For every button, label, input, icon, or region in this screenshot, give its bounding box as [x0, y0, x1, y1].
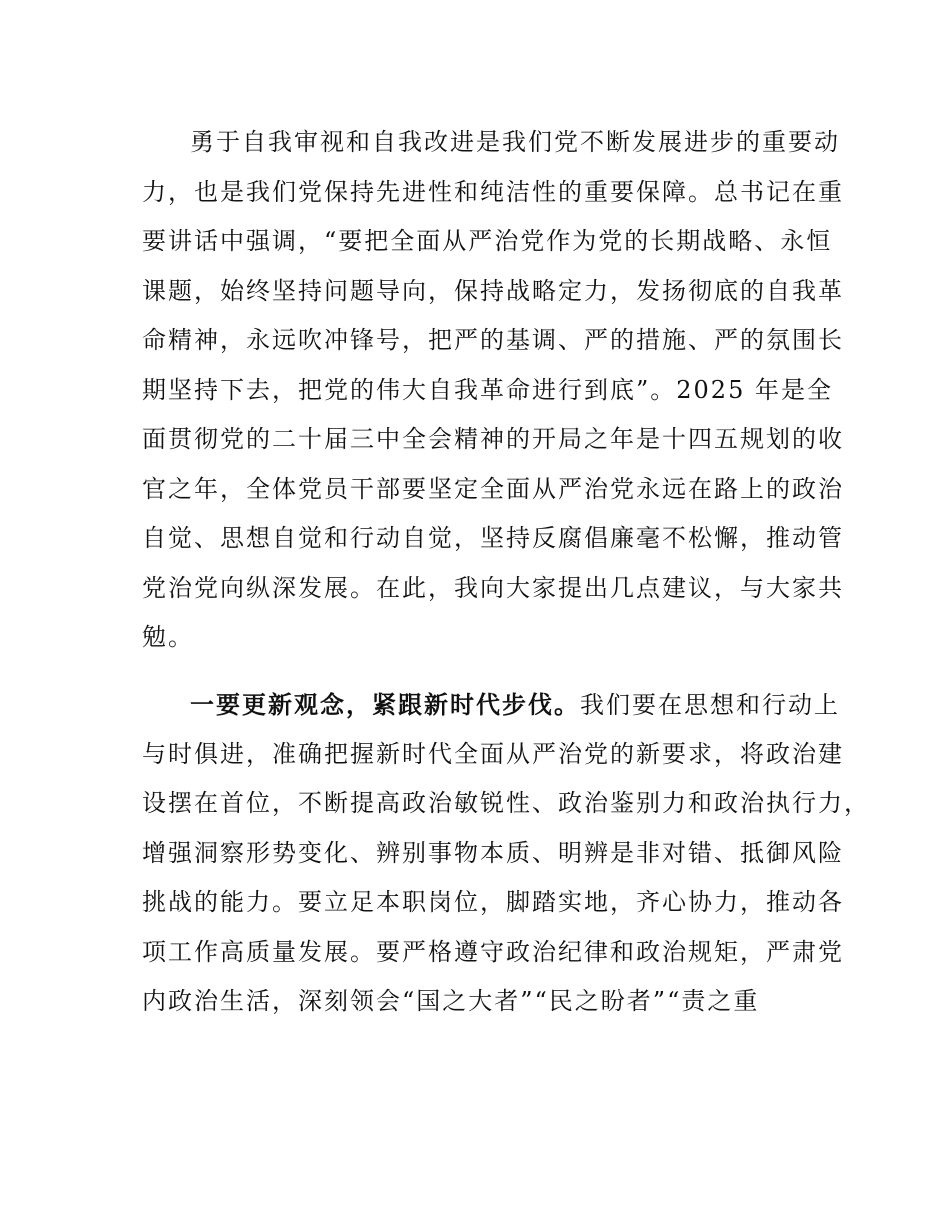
paragraph-heading: 一要更新观念，紧跟新时代步伐。: [190, 690, 580, 719]
text-line: 课题，始终坚持问题导向，保持战略定力，发扬彻底的自我革: [142, 276, 844, 305]
text-line: 增强洞察形势变化、辨别事物本质、明辨是非对错、抵御风险: [142, 838, 844, 867]
paragraph-point-one: [142, 680, 870, 1027]
text-line: 内政治生活，深刻领会“国之大者”“民之盼者”“责之重: [142, 987, 760, 1015]
text-line: 期坚持下去，把党的伟大自我革命进行到底”。2025 年是全: [142, 375, 833, 404]
text-line: 挑战的能力。要立足本职岗位，脚踏实地，齐心协力，推动各: [142, 888, 844, 916]
text-line: 命精神，永远吹冲锋号，把严的基调、严的措施、严的氛围长: [142, 326, 844, 354]
text-line: 官之年，全体党员干部要坚定全面从严治党永远在路上的政治: [142, 474, 844, 503]
text-line: 要讲话中强调，“要把全面从严治党作为党的长期战略、永恒: [142, 227, 833, 255]
text-line: [142, 680, 840, 730]
text-line: 力，也是我们党保持先进性和纯洁性的重要保障。总书记在重: [142, 177, 844, 206]
text-line: 设摆在首位，不断提高政治敏锐性、政治鉴别力和政治执行力，: [142, 789, 870, 817]
text-line: 与时俱进，准确把握新时代全面从严治党的新要求，将政治建: [142, 739, 844, 768]
heading-line-rest: 我们要在思想和行动上: [580, 691, 840, 719]
text-line: 勇于自我审视和自我改进是我们党不断发展进步的重要动: [190, 128, 840, 156]
text-line: 勉。: [142, 623, 194, 651]
paragraph-intro: [142, 118, 844, 663]
text-line: 党治党向纵深发展。在此，我向大家提出几点建议，与大家共: [142, 573, 844, 602]
text-line: 面贯彻党的二十届三中全会精神的开局之年是十四五规划的收: [142, 425, 844, 453]
text-line: 自觉、思想自觉和行动自觉，坚持反腐倡廉毫不松懈，推动管: [142, 524, 844, 552]
text-line: 项工作高质量发展。要严格遵守政治纪律和政治规矩，严肃党: [142, 937, 844, 966]
